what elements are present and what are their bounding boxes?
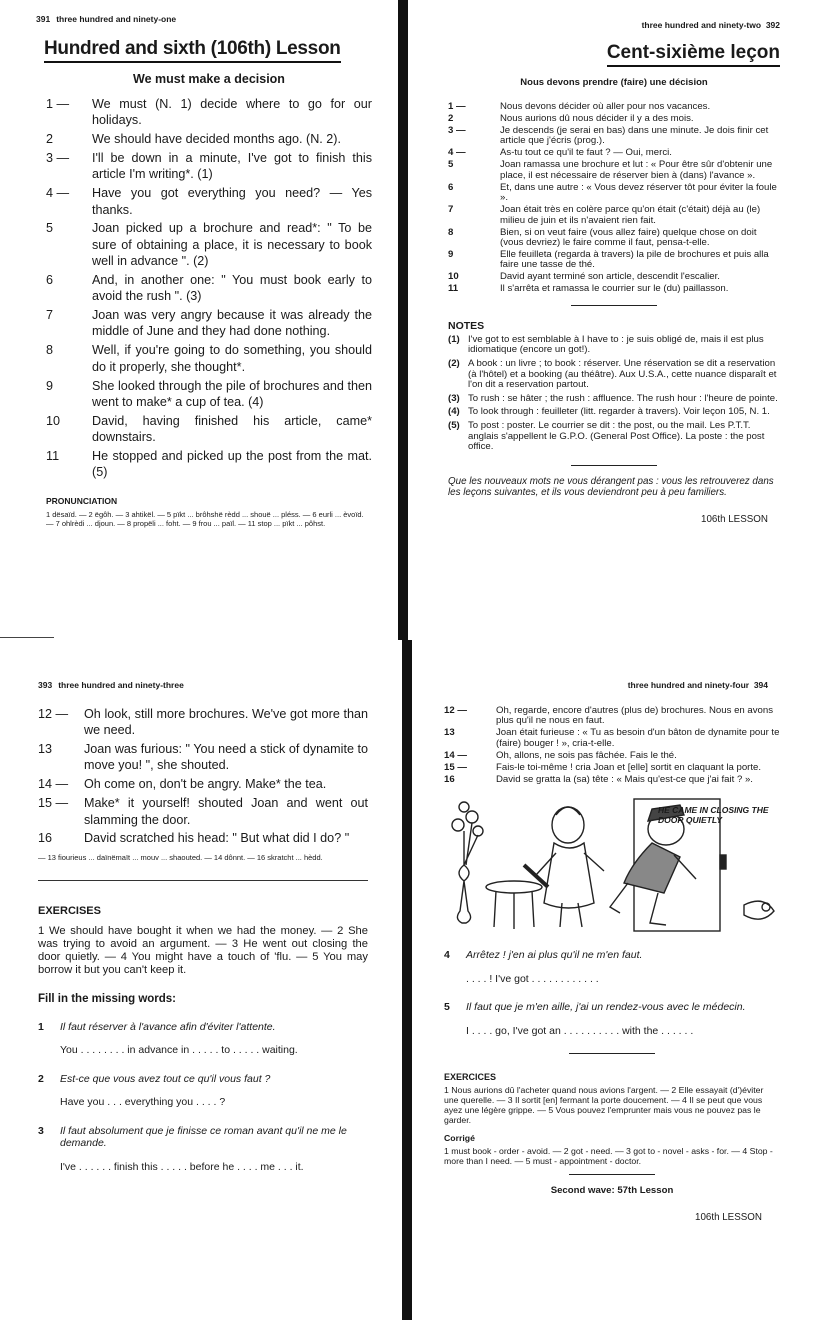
- item-text: He stopped and picked up the post from the mat. (5): [92, 448, 372, 480]
- item-number: 11: [46, 448, 60, 463]
- fill-in-question: [38, 1073, 368, 1109]
- question-french: Il faut absolument que je finisse ce roman avant qu'il ne me le demande.: [60, 1124, 347, 1150]
- divider: [571, 465, 657, 466]
- page-footer: 106th LESSON: [695, 1212, 762, 1224]
- item-number: 2: [46, 132, 54, 147]
- page-number: 393: [38, 680, 53, 690]
- question-french: Arrêtez ! j'en ai plus qu'il ne m'en faut.: [466, 949, 643, 962]
- item-number: 11: [448, 283, 459, 295]
- divider: [569, 1053, 655, 1054]
- cartoon-caption: HE CAME IN CLOSING THE DOOR QUIETLY: [658, 805, 769, 826]
- item-number: 14 —: [38, 777, 69, 792]
- item-number: 13: [444, 727, 455, 739]
- note-number: (2): [448, 358, 460, 370]
- dialogue-item: [448, 228, 780, 249]
- item-number: 7: [46, 308, 54, 323]
- page-header-words: three hundred and ninety-three: [58, 680, 184, 690]
- dialogue-item: [444, 751, 780, 761]
- dialogue-item: [444, 728, 780, 749]
- item-text: Oh, allons, ne sois pas fâchée. Fais le thé.: [496, 749, 677, 761]
- note-item: [448, 335, 780, 356]
- question-english-blanks: You . . . . . . . . in advance in . . . . . to . . . . . waiting.: [60, 1044, 298, 1057]
- dialogue-item: [38, 795, 368, 828]
- dialogue-item: [448, 114, 780, 124]
- top-gutter: [398, 0, 408, 640]
- dialogue-item: [46, 342, 372, 375]
- divider: [38, 880, 368, 881]
- bottom-gutter: [402, 640, 412, 1320]
- item-number: 4 —: [46, 186, 70, 201]
- item-text: Il s'arrêta et ramassa le courrier sur le (du) paillasson.: [500, 283, 729, 295]
- pronunciation-text: 1 dësaïd. — 2 ëgôh. — 3 ahtikël. — 5 pïkt ... brôhshë rèdd ... shouë ... pléss. — 6 eurli ... èvoïd. — 7 ohlrèdi ... djoun. — 8 propëli ... foht. — 9 frou ... païl. — 11 stop ... pïkt ... pôhst.: [46, 510, 364, 529]
- exercises-title: EXERCICES: [444, 1072, 497, 1083]
- dialogue-item: [46, 448, 372, 481]
- item-number: 12 —: [444, 705, 467, 716]
- note-number: (5): [448, 420, 460, 431]
- dialogue-list: [444, 706, 780, 785]
- corrige-text: 1 must book - order - avoid. — 2 got - need. — 3 got to - novel - asks - for. — 4 Stop - more than I need. — 5 must - appointment - doctor.: [444, 1146, 773, 1167]
- item-text: Joan était furieuse : « Tu as besoin d'un bâton de dynamite pour te (faire) bouger ! », cria-t-elle.: [496, 727, 780, 749]
- note-text: I've got to est semblable à I have to : je suis obligé de, mais il est plus idiomatique (encore un got!).: [468, 333, 764, 356]
- item-text: Oh look, still more brochures. We've got more than we need.: [84, 707, 368, 738]
- item-text: Well, if you're going to do something, you should do it properly, she thought*.: [92, 343, 372, 374]
- fill-in-title: Fill in the missing words:: [38, 992, 177, 1005]
- dialogue-item: [46, 378, 372, 411]
- note-text: To rush : se hâter ; the rush : affluence. The rush hour : l'heure de pointe.: [468, 392, 778, 404]
- dialogue-item: [46, 220, 372, 269]
- page-391: [36, 14, 372, 626]
- item-text: Nous aurions dû nous décider il y a des mois.: [500, 113, 694, 124]
- item-text: Have you got everything you need? — Yes thanks.: [92, 186, 372, 217]
- pronunciation-text: — 13 fiourieus ... daïnëmaït ... mouv ... shaouted. — 14 dônnt. — 16 skratcht ... hèdd.: [38, 852, 323, 862]
- item-number: 1 —: [448, 101, 466, 112]
- dialogue-item: [448, 272, 780, 282]
- question-french: Il faut réserver à l'avance afin d'éviter l'attente.: [60, 1020, 276, 1033]
- exercises-title: EXERCISES: [38, 904, 101, 917]
- lesson-title: Hundred and sixth (106th) Lesson: [44, 38, 341, 63]
- divider: [569, 1174, 655, 1175]
- fill-in-question: [38, 1021, 368, 1057]
- item-number: 1 —: [46, 97, 70, 111]
- item-number: 5: [448, 159, 454, 171]
- dialogue-list: [448, 102, 780, 295]
- item-text: Joan était très en colère parce qu'on était (c'était) déjà au (le) milieu de juin et ils n'avaient rien fait.: [500, 204, 761, 226]
- exercises-text: 1 Nous aurions dû l'acheter quand nous avions l'argent. — 2 Elle essayait (d')éviter une querelle. — 3 Il sortit [en] fermant la porte doucement. — 4 Il se peut que vous ayez une légère grippe. — 5 Vous pouvez l'emprunter mais vous ne pouvez pas le garder.: [444, 1085, 764, 1126]
- item-number: 2: [448, 113, 454, 124]
- note-text: A book : un livre ; to book : réserver. Une réservation se dit a reservation (à l'hôtel) et a booking (au théâtre). Aux U.S.A., cette nuance disparaît et l'on dit a reservation partout.: [468, 358, 777, 391]
- page-header-words: three hundred and ninety-one: [56, 14, 177, 24]
- item-text: We must (N. 1) decide where to go for our holidays.: [92, 97, 372, 128]
- item-text: David, having finished his article, came* downstairs.: [92, 413, 372, 444]
- dialogue-item: [448, 148, 780, 158]
- item-number: 7: [448, 204, 454, 216]
- item-text: Fais-le toi-même ! cria Joan et [elle] sortit en claquant la porte.: [496, 761, 762, 773]
- dialogue-item: [448, 205, 780, 226]
- question-english-blanks: I've . . . . . . finish this . . . . . before he . . . . me . . . it.: [60, 1160, 304, 1173]
- item-text: Et, dans une autre : « Vous devez réserver tôt pour éviter la foule ».: [500, 181, 777, 204]
- item-text: Bien, si on veut faire (vous allez faire) quelque chose on doit (vous devriez) le faire comme il faut, pensa-t-elle.: [500, 226, 757, 249]
- page-number: 394: [753, 680, 768, 690]
- note-item: [448, 407, 780, 418]
- item-number: 15 —: [38, 796, 69, 811]
- dialogue-item: [448, 250, 780, 271]
- item-number: 8: [448, 226, 454, 238]
- lesson-title: Cent-sixième leçon: [607, 42, 780, 67]
- item-text: We should have decided months ago. (N. 2).: [92, 132, 341, 147]
- fill-in-question: [444, 1001, 780, 1037]
- question-body: [60, 1125, 368, 1174]
- dialogue-item: [46, 185, 372, 218]
- item-text: I'll be down in a minute, I've got to finish this article I'm writing*. (1): [92, 151, 372, 182]
- question-body: [60, 1021, 368, 1057]
- page-header: [448, 20, 780, 30]
- dialogue-item: [448, 126, 780, 147]
- item-number: 9: [46, 378, 54, 393]
- note-number: (3): [448, 392, 460, 404]
- item-text: Nous devons décider où aller pour nos vacances.: [500, 101, 711, 112]
- question-english-blanks: Have you . . . everything you . . . . ?: [60, 1096, 226, 1109]
- item-text: Joan was furious: " You need a stick of dynamite to move you! ", she shouted.: [84, 742, 368, 773]
- fill-in-question: [38, 1125, 368, 1174]
- question-body: [60, 1073, 368, 1109]
- question-number: 4: [444, 949, 450, 962]
- question-french: Il faut que je m'en aille, j'ai un rendez-vous avec le médecin.: [466, 1001, 746, 1014]
- item-text: Oh come on, don't be angry. Make* the tea.: [84, 777, 327, 792]
- item-text: Je descends (je serai en bas) dans une minute. Je dois finir cet article que j'écris (prog.).: [500, 125, 769, 147]
- item-number: 16: [444, 773, 455, 785]
- item-number: 15 —: [444, 761, 467, 773]
- dialogue-item: [46, 413, 372, 446]
- item-number: 10: [46, 413, 61, 428]
- fill-in-question: [444, 949, 780, 985]
- item-number: 3 —: [448, 125, 466, 136]
- notes-title: NOTES: [448, 319, 485, 332]
- note-text: To look through : feuilleter (litt. regarder à travers). Voir leçon 105, N. 1.: [468, 406, 770, 418]
- question-body: [466, 1001, 780, 1037]
- item-number: 6: [448, 181, 454, 193]
- item-text: David se gratta la (sa) tête : « Mais qu'est-ce que j'ai fait ? ».: [496, 773, 753, 785]
- item-text: Joan ramassa une brochure et lut : « Pour être sûr d'obtenir une place, il est nécessaire de réserver bien à (dans) l'avance ».: [500, 159, 773, 181]
- note-item: [448, 359, 780, 391]
- dialogue-item: [46, 150, 372, 183]
- dialogue-list: [38, 706, 368, 847]
- item-number: 5: [46, 221, 54, 236]
- item-number: 16: [38, 831, 53, 846]
- dialogue-item: [448, 183, 780, 204]
- item-text: As-tu tout ce qu'il te faut ? — Oui, merci.: [500, 147, 672, 159]
- dialogue-item: [38, 706, 368, 739]
- second-wave-label: Second wave: 57th Lesson: [550, 1185, 674, 1197]
- item-number: 9: [448, 249, 454, 261]
- question-number: 2: [38, 1072, 44, 1085]
- page-header-words: three hundred and ninety-four: [627, 680, 750, 690]
- page-394: [444, 680, 780, 1310]
- divider: [571, 305, 657, 306]
- fill-in-list: [38, 1021, 368, 1174]
- dialogue-item: [38, 741, 368, 774]
- item-text: Oh, regarde, encore d'autres (plus de) brochures. Nous en avons plus qu'il ne nous en faut.: [496, 705, 774, 727]
- page-header: [36, 14, 372, 24]
- question-number: 3: [38, 1124, 44, 1137]
- question-english-blanks: I . . . . go, I've got an . . . . . . . . . . with the . . . . . .: [466, 1024, 694, 1037]
- page-header: [38, 680, 368, 690]
- dialogue-item: [46, 96, 372, 129]
- dialogue-item: [38, 776, 368, 792]
- dialogue-item: [46, 272, 372, 305]
- page-separator-line: [0, 637, 54, 638]
- item-text: Joan was very angry because it was already the middle of June and they had done nothing.: [92, 308, 372, 339]
- dialogue-item: [448, 102, 780, 112]
- item-text: She looked through the pile of brochures and then went to make* a cup of tea. (4): [92, 378, 372, 409]
- item-text: Elle feuilleta (regarda à travers) la pile de brochures et puis alla faire une tasse de thé.: [500, 249, 769, 271]
- item-number: 6: [46, 272, 54, 287]
- note-number: (4): [448, 406, 460, 418]
- question-english-blanks: . . . . ! I've got . . . . . . . . . . . .: [466, 972, 599, 985]
- corrige-title: Corrigé: [444, 1133, 475, 1144]
- outro-text: Que les nouveaux mots ne vous dérangent pas : vous les retrouverez dans les leçons suivantes, et ils vous deviendront peu à peu familiers.: [448, 475, 774, 498]
- question-number: 1: [38, 1020, 44, 1033]
- question-body: [466, 949, 780, 985]
- item-number: 12 —: [38, 707, 69, 721]
- dialogue-item: [444, 775, 780, 785]
- item-number: 13: [38, 742, 53, 757]
- question-french: Est-ce que vous avez tout ce qu'il vous faut ?: [60, 1072, 271, 1085]
- item-number: 4 —: [448, 147, 466, 159]
- page-footer: 106th LESSON: [701, 513, 768, 525]
- item-text: Make* it yourself! shouted Joan and went out slamming the door.: [84, 796, 368, 827]
- dialogue-list: [46, 96, 372, 480]
- item-number: 14 —: [444, 749, 467, 761]
- note-item: [448, 394, 780, 405]
- item-number: 10: [448, 271, 459, 283]
- lesson-subtitle: We must make a decision: [133, 72, 285, 86]
- cartoon-illustration: [444, 795, 780, 935]
- exercises-text: 1 We should have bought it when we had the money. — 2 She was trying to avoid an argument. — 3 He went out closing the door quietly. — 4 You might have a touch of 'flu. — 5 You may borrow it but you can't keep it.: [38, 924, 368, 976]
- page-header: [444, 680, 768, 690]
- item-text: And, in another one: " You must book early to avoid the rush ". (3): [92, 272, 372, 304]
- pronunciation-title: PRONUNCIATION: [46, 496, 118, 507]
- note-text: To post : poster. Le courrier se dit : the post, ou the mail. Les P.T.T. anglais s'appellent le G.P.O. (General Post Office). La poste : the post office.: [468, 420, 765, 453]
- page-number: 392: [765, 20, 780, 30]
- fill-in-list: [444, 949, 780, 1037]
- page-number: 391: [36, 14, 51, 24]
- item-text: David scratched his head: " But what did I do? ": [84, 831, 350, 846]
- note-item: [448, 421, 780, 453]
- dialogue-item: [444, 763, 780, 773]
- page-393: [38, 680, 368, 1310]
- note-number: (1): [448, 333, 460, 345]
- item-number: 3 —: [46, 151, 70, 166]
- dialogue-item: [46, 131, 372, 147]
- page-header-words: three hundred and ninety-two: [641, 20, 762, 30]
- lesson-subtitle: Nous devons prendre (faire) une décision: [520, 77, 708, 88]
- dialogue-item: [444, 706, 780, 727]
- page-392: [448, 20, 780, 632]
- dialogue-item: [46, 307, 372, 340]
- item-text: Joan picked up a brochure and read*: " To be sure of obtaining a place, it is necessary to book well in advance ". (2): [92, 221, 372, 269]
- item-number: 8: [46, 343, 54, 358]
- notes-list: [448, 335, 780, 453]
- item-text: David ayant terminé son article, descendit l'escalier.: [500, 271, 720, 283]
- question-number: 5: [444, 1001, 450, 1014]
- lesson-title-wrap: [448, 42, 780, 67]
- dialogue-item: [448, 160, 780, 181]
- dialogue-item: [38, 830, 368, 846]
- dialogue-item: [448, 284, 780, 294]
